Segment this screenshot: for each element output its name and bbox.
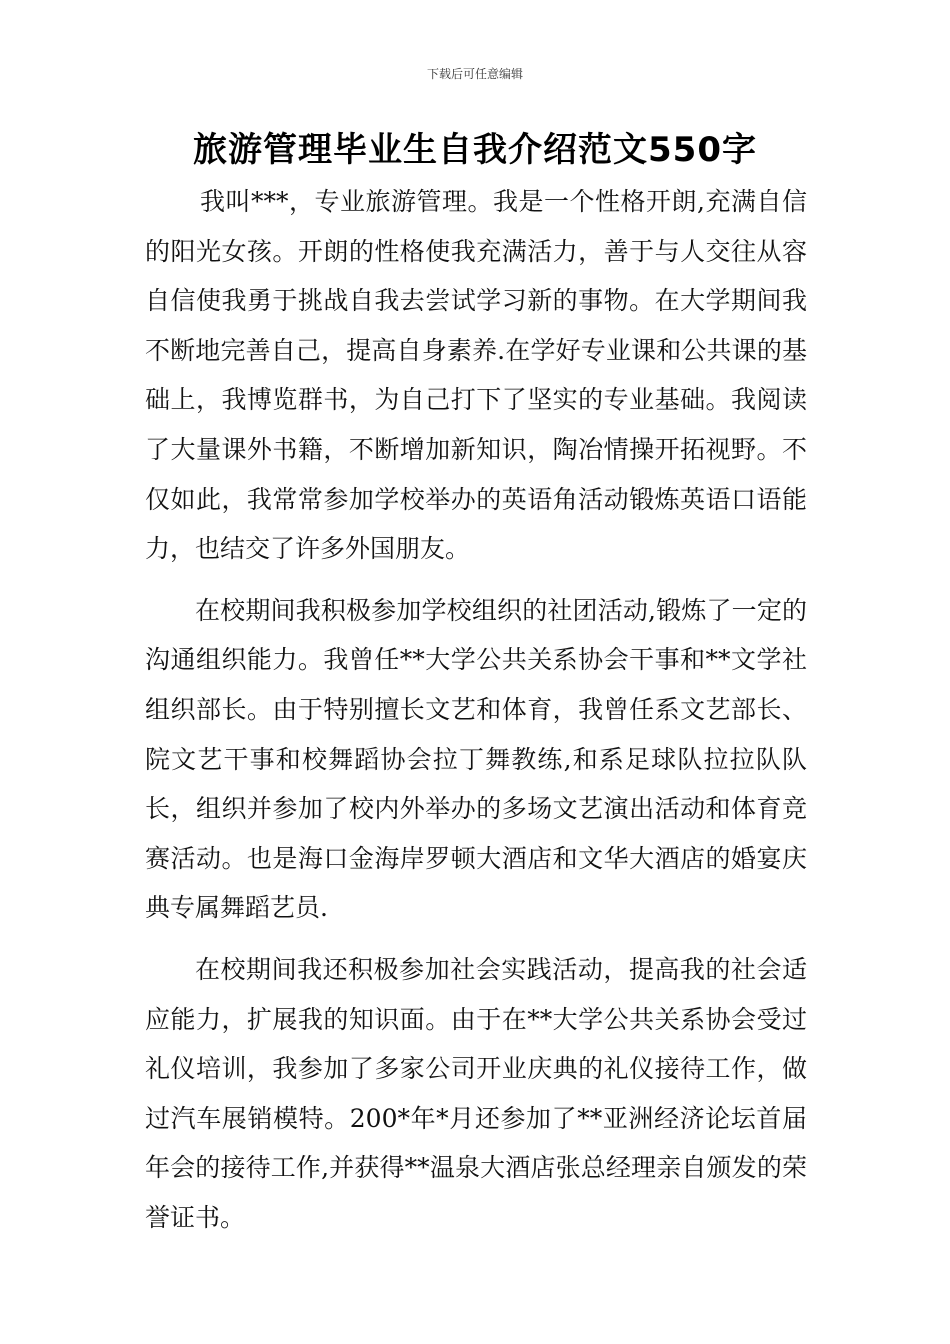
paragraph-3: 在校期间我还积极参加社会实践活动，提高我的社会适应能力，扩展我的知识面。由于在**大学公共关系协会受过礼仪培训，我参加了多家公司开业庆典的礼仪接待工作，做过汽车展销模特。200*年*月还参加了**亚洲经济论坛首届年会的接待工作,并获得**温泉大酒店张总经理亲自颁发的荣誉证书。 [145,954,807,1232]
document-title: 旅游管理毕业生自我介绍范文550字 [193,130,757,170]
paragraph-gap [145,574,807,586]
document-body [145,177,807,1242]
paragraph-2: 在校期间我积极参加学校组织的社团活动,锻炼了一定的沟通组织能力。我曾任**大学公共关系协会干事和**文学社组织部长。由于特别擅长文艺和体育，我曾任系文艺部长、院文艺干事和校舞蹈协会拉丁舞教练,和系足球队拉拉队队长，组织并参加了校内外举办的多场文艺演出活动和体育竞赛活动。也是海口金海岸罗顿大酒店和文华大酒店的婚宴庆典专属舞蹈艺员. [145,595,807,923]
paragraph-1: 我叫***，专业旅游管理。我是一个性格开朗,充满自信的阳光女孩。开朗的性格使我充满活力，善于与人交往从容自信使我勇于挑战自我去尝试学习新的事物。在大学期间我不断地完善自己，提高自身素养.在学好专业课和公共课的基础上，我博览群书，为自己打下了坚实的专业基础。我阅读了大量课外书籍，不断增加新知识，陶冶情操开拓视野。不仅如此，我常常参加学校举办的英语角活动锻炼英语口语能力，也结交了许多外国朋友。 [145,187,807,564]
paragraph-gap [145,933,807,945]
header-note: 下载后可任意编辑 [426,67,523,81]
